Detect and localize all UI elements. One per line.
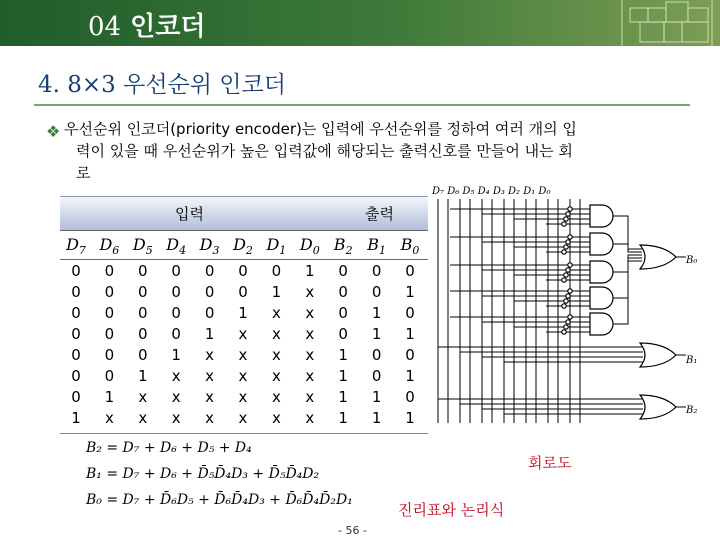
- table-cell: 0: [104, 283, 115, 301]
- table-cell: 0: [405, 388, 415, 406]
- table-cell: x: [271, 367, 281, 385]
- table-cell: x: [205, 388, 215, 406]
- table-cell: 1: [138, 367, 148, 385]
- table-cell: 0: [104, 367, 115, 385]
- and-gate: [590, 287, 613, 309]
- table-cell: 0: [71, 304, 81, 322]
- inverter-bubble: [568, 289, 572, 293]
- and-gate: [590, 233, 613, 255]
- inverter-bubble: [566, 240, 570, 244]
- table-cell: x: [305, 367, 315, 385]
- table-cell: 1: [338, 367, 348, 385]
- table-cell: 0: [371, 346, 382, 364]
- inverter-bubble: [568, 207, 572, 211]
- table-cell: x: [171, 388, 181, 406]
- table-cell: 0: [71, 346, 81, 364]
- table-cell: x: [205, 346, 215, 364]
- table-cell: 0: [271, 262, 282, 280]
- column-header-b0: $B_0$: [400, 235, 420, 258]
- inverter-bubble: [564, 325, 568, 329]
- description-line-2: 력이 있을 때 우선순위가 높은 입력값에 해당되는 출력신호를 만들어 내는 회: [76, 142, 573, 160]
- table-cell: 1: [204, 325, 215, 343]
- table-cell: x: [305, 283, 315, 301]
- header-bar: [0, 0, 720, 46]
- inverter-bubble: [568, 235, 572, 239]
- section-heading: 4. 8×3 우선순위 인코더: [38, 72, 286, 98]
- table-cell: 0: [204, 283, 215, 301]
- inverter-bubble: [566, 294, 570, 298]
- table-cell: x: [238, 367, 248, 385]
- table-cell: 0: [238, 283, 248, 301]
- column-header-d2: $D_2$: [233, 235, 253, 258]
- column-header-d6: $D_6$: [99, 235, 120, 258]
- table-cell: 1: [405, 367, 415, 385]
- circuit-input-labels: D₇ D₆ D₅ D₄ D₃ D₂ D₁ D₀: [432, 186, 551, 197]
- table-cell: 1: [104, 388, 115, 406]
- table-caption: 진리표와 논리식: [398, 501, 505, 519]
- input-group-label: 입력: [175, 205, 204, 223]
- table-cell: 0: [71, 262, 81, 280]
- table-cell: 1: [271, 283, 282, 301]
- description-paragraph: [64, 118, 694, 184]
- table-cell: 0: [171, 304, 181, 322]
- table-cell: 0: [138, 304, 148, 322]
- inverter-bubble: [562, 222, 566, 226]
- inverter-bubble: [566, 268, 570, 272]
- table-cell: 0: [71, 367, 81, 385]
- table-cell: 1: [371, 304, 382, 322]
- table-cell: 1: [171, 346, 181, 364]
- column-header-b1: $B_1$: [367, 235, 386, 258]
- heading-divider: [34, 104, 690, 106]
- circuit-caption: 회로도: [528, 454, 572, 472]
- table-cell: 0: [338, 262, 348, 280]
- and-gate: [590, 313, 613, 335]
- table-cell: x: [271, 409, 281, 427]
- table-cell: 1: [405, 325, 415, 343]
- chapter-title: [88, 6, 206, 43]
- inverter-bubble: [568, 263, 572, 267]
- inverter-bubble: [564, 245, 568, 249]
- truth-table-column-header: [60, 230, 428, 260]
- table-cell: 0: [171, 325, 181, 343]
- table-cell: x: [271, 388, 281, 406]
- table-cell: x: [205, 409, 215, 427]
- table-cell: x: [138, 409, 148, 427]
- table-cell: 0: [171, 262, 181, 280]
- gate-output-wire: [613, 244, 642, 252]
- table-cell: 0: [138, 283, 148, 301]
- table-cell: 0: [104, 304, 115, 322]
- or-gate: [640, 395, 676, 419]
- table-cell: 0: [338, 283, 348, 301]
- table-cell: 1: [338, 409, 348, 427]
- inverter-bubble: [562, 250, 566, 254]
- table-cell: x: [271, 304, 281, 322]
- table-cell: x: [205, 367, 215, 385]
- table-cell: x: [171, 409, 181, 427]
- table-cell: 0: [71, 283, 81, 301]
- table-cell: 0: [371, 283, 382, 301]
- equation-b2: B₂ = D₇ + D₆ + D₅ + D₄: [86, 440, 252, 456]
- chapter-number: 04: [88, 12, 122, 42]
- table-cell: x: [271, 346, 281, 364]
- table-cell: 1: [371, 409, 382, 427]
- chapter-name: 인코더: [130, 12, 206, 42]
- table-cell: 0: [104, 262, 115, 280]
- equation-b1: B₁ = D₇ + D₆ + D̄₅D̄₄D₃ + D̄₅D̄₄D₂: [86, 466, 320, 482]
- table-cell: x: [305, 304, 315, 322]
- table-cell: x: [138, 388, 148, 406]
- table-cell: 0: [405, 262, 415, 280]
- description-line-1: 우선순위 인코더(priority encoder)는 입력에 우선순위를 정하여 여러 개의 입: [64, 120, 577, 138]
- table-cell: x: [104, 409, 114, 427]
- table-cell: 1: [71, 409, 81, 427]
- table-cell: 1: [371, 388, 382, 406]
- and-gate: [590, 261, 613, 283]
- table-cell: x: [305, 325, 315, 343]
- table-cell: 0: [138, 346, 148, 364]
- output-label-b0: B₀: [686, 255, 698, 266]
- or-gate: [640, 245, 676, 269]
- inverter-bubble: [564, 217, 568, 221]
- inverter-bubble: [566, 212, 570, 216]
- inverter-bubble: [568, 315, 572, 319]
- table-cell: x: [305, 346, 315, 364]
- table-cell: 0: [371, 262, 382, 280]
- or-gate: [640, 343, 676, 367]
- table-cell: 1: [338, 346, 348, 364]
- table-cell: x: [171, 367, 181, 385]
- table-cell: x: [305, 388, 315, 406]
- column-header-d0: $D_0$: [299, 235, 320, 258]
- inverter-bubble: [562, 304, 566, 308]
- table-cell: 0: [138, 325, 148, 343]
- inverter-bubble: [564, 299, 568, 303]
- table-cell: 0: [171, 283, 181, 301]
- column-header-d3: $D_3$: [199, 235, 220, 258]
- equation-b0: B₀ = D₇ + D̄₆D₅ + D̄₆D̄₄D₃ + D̄₆D̄₄D̄₂D₁: [86, 492, 353, 508]
- truth-table-group-header: [60, 196, 428, 231]
- table-cell: 0: [138, 262, 148, 280]
- table-cell: 0: [104, 325, 115, 343]
- gate-output-wire: [613, 261, 642, 324]
- table-cell: 0: [204, 304, 215, 322]
- column-header-b2: $B_2$: [333, 235, 353, 258]
- table-cell: x: [305, 409, 315, 427]
- table-cell: x: [238, 325, 248, 343]
- table-cell: 1: [338, 388, 348, 406]
- table-cell: x: [238, 346, 248, 364]
- table-cell: 0: [204, 262, 215, 280]
- table-cell: 0: [238, 262, 248, 280]
- inverter-bubble: [562, 278, 566, 282]
- table-cell: 1: [371, 325, 382, 343]
- bullet-icon: ❖: [46, 122, 61, 141]
- inverter-bubble: [566, 320, 570, 324]
- table-cell: 1: [305, 262, 315, 280]
- column-header-d7: $D_7$: [66, 235, 86, 258]
- table-cell: 0: [405, 304, 415, 322]
- table-cell: x: [238, 409, 248, 427]
- table-cell: 1: [238, 304, 248, 322]
- description-line-3: 로: [76, 164, 91, 182]
- table-cell: 0: [371, 367, 382, 385]
- column-header-d5: $D_5$: [132, 235, 153, 258]
- header-decoration: [610, 0, 720, 46]
- table-cell: 0: [405, 346, 415, 364]
- column-header-d4: $D_4$: [166, 235, 187, 258]
- table-cell: 0: [338, 304, 348, 322]
- output-label-b1: B₁: [686, 355, 698, 366]
- table-cell: x: [238, 388, 248, 406]
- output-group-label: 출력: [365, 205, 394, 223]
- output-label-b2: B₂: [686, 405, 698, 416]
- table-cell: 0: [71, 325, 81, 343]
- table-cell: 0: [104, 346, 115, 364]
- encoder-circuit-diagram: [430, 183, 720, 438]
- table-bottom-rule: [60, 433, 428, 434]
- table-cell: x: [271, 325, 281, 343]
- page-number: - 56 -: [338, 524, 367, 537]
- inverter-bubble: [564, 273, 568, 277]
- column-header-d1: $D_1$: [266, 235, 287, 258]
- table-cell: 1: [405, 283, 415, 301]
- table-cell: 0: [71, 388, 81, 406]
- table-cell: 1: [405, 409, 415, 427]
- table-cell: 0: [338, 325, 348, 343]
- inverter-bubble: [562, 330, 566, 334]
- and-gate: [590, 205, 613, 227]
